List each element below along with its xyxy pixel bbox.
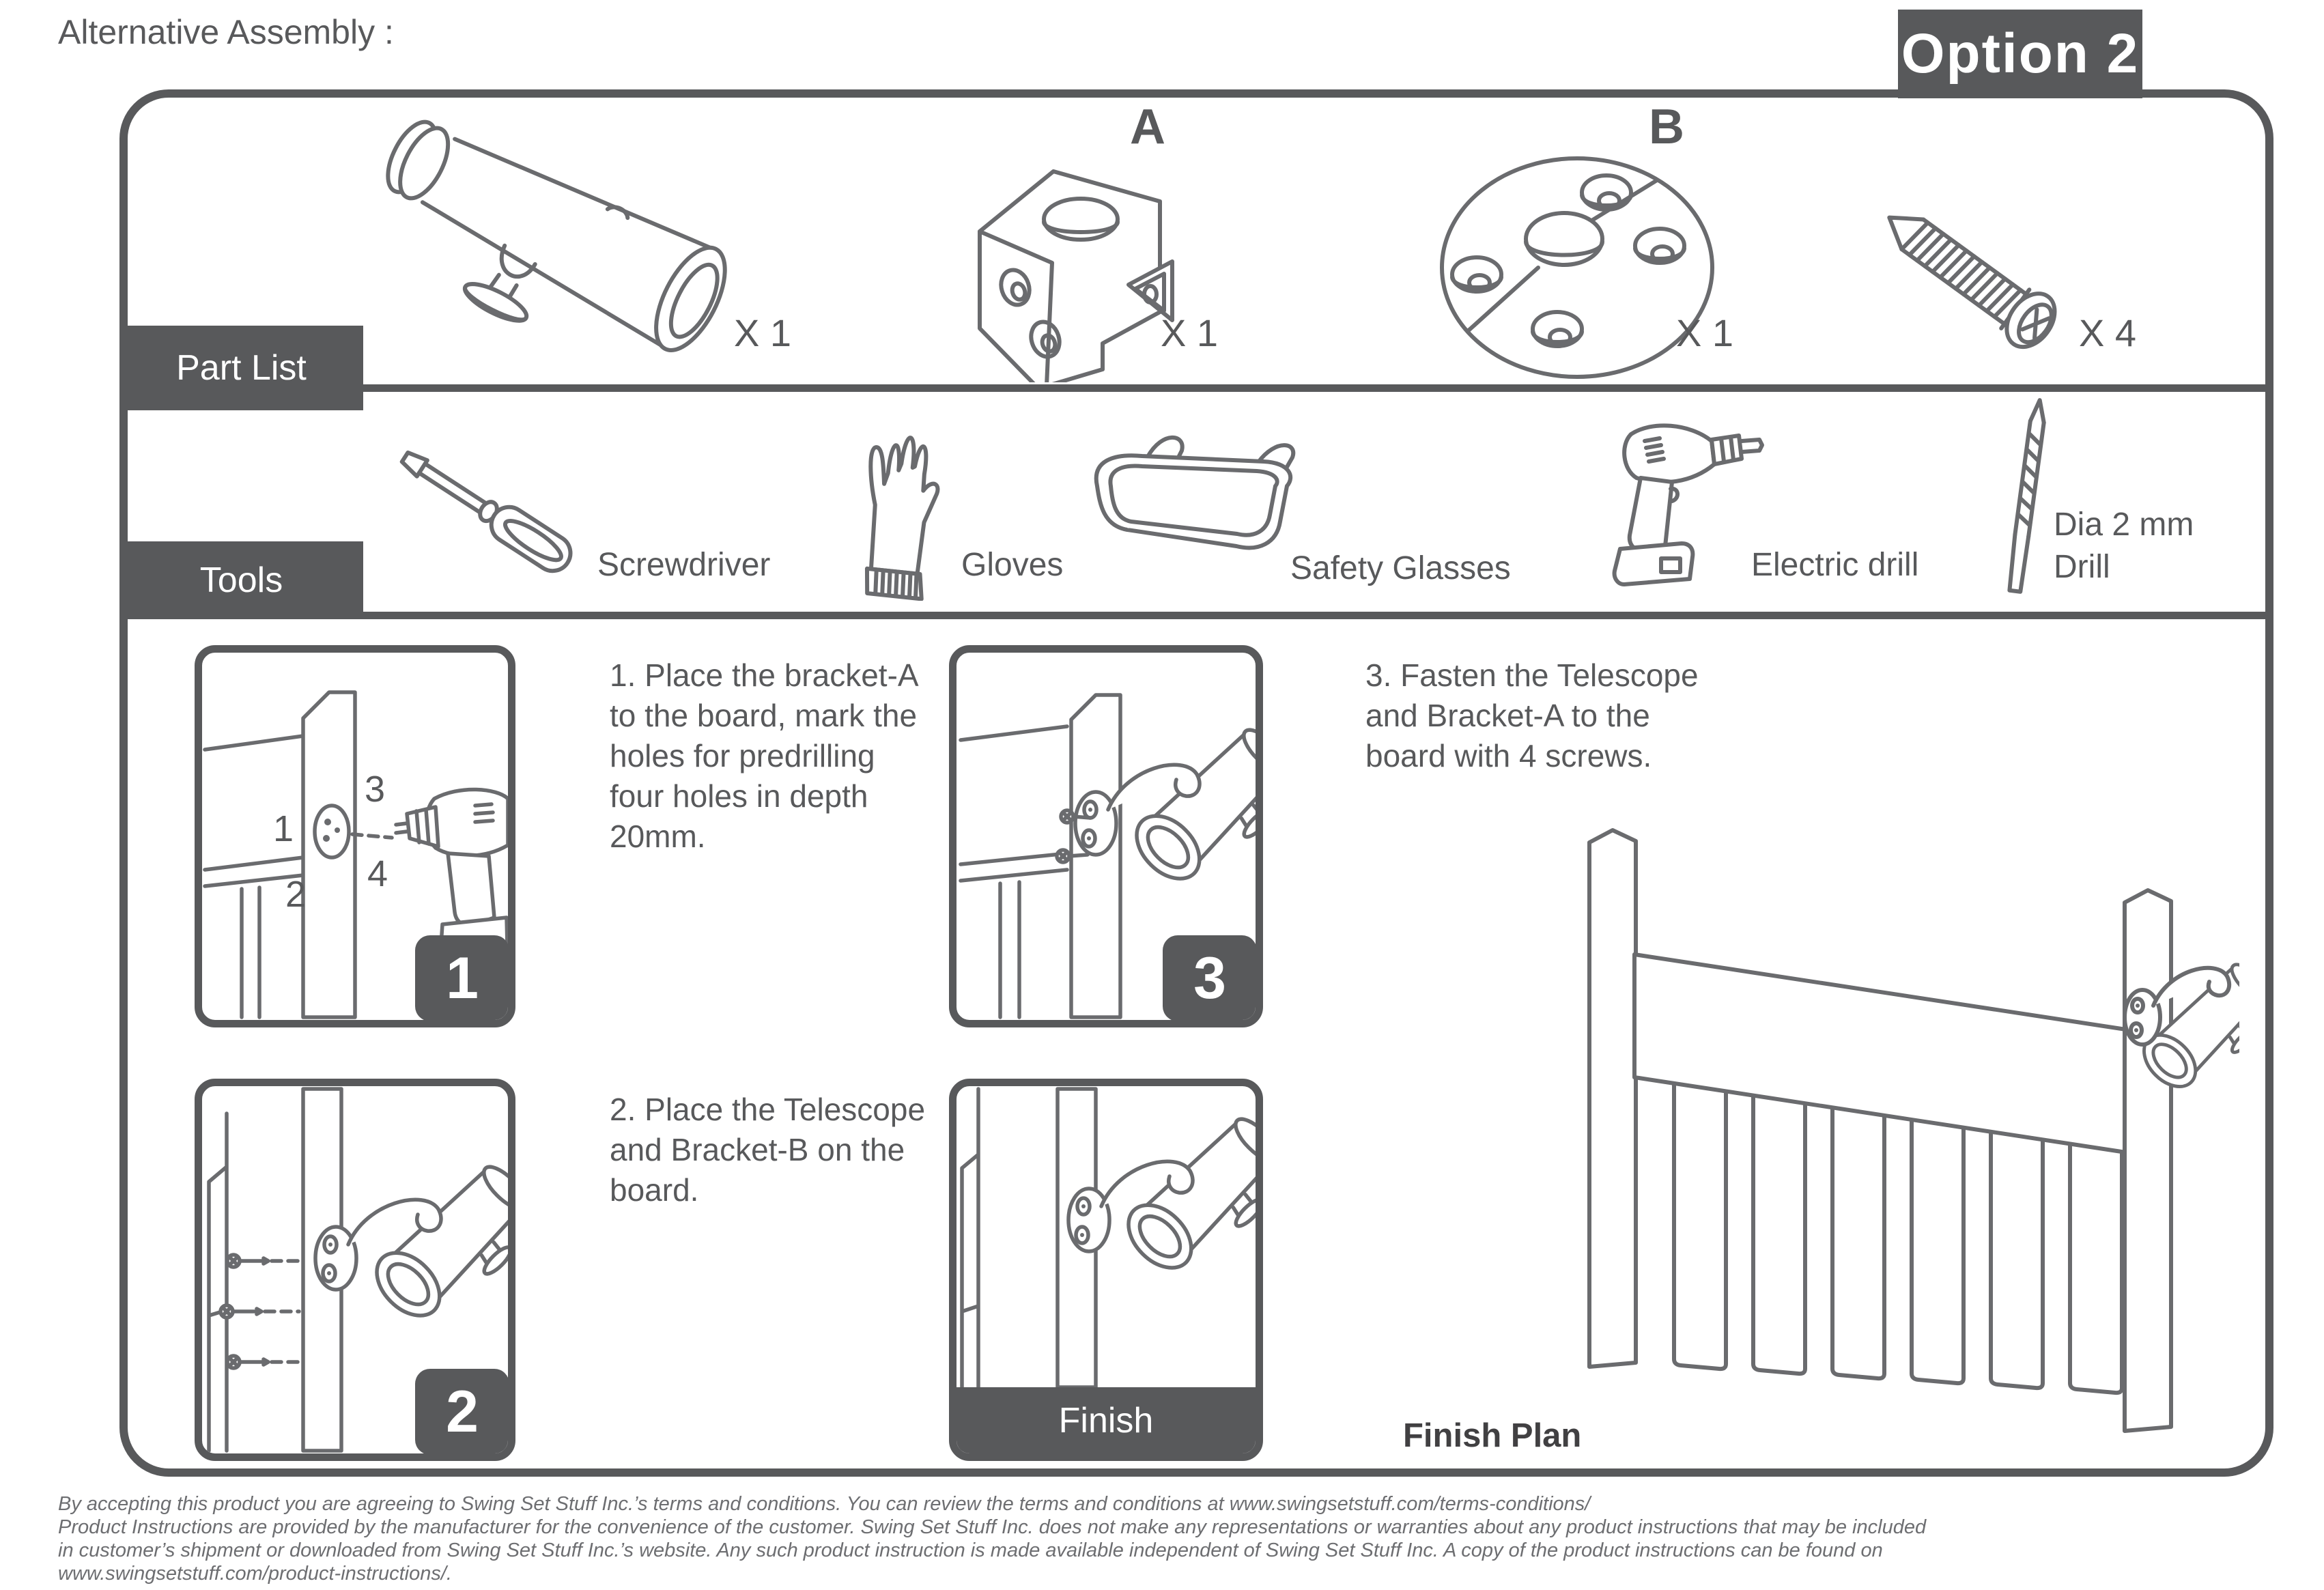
footer-line: www.swingsetstuff.com/product-instructions/. xyxy=(58,1563,452,1585)
bracket-b-qty: X 1 xyxy=(1676,311,1734,354)
footer-line: in customer’s shipment or downloaded from Swing Set Stuff Inc.’s website. Any such product instruction is made available independent of Swing Set Stuff Inc. A copy of the product instructions can be found on xyxy=(58,1539,1883,1561)
step1-line: 1. Place the bracket-A xyxy=(610,657,919,693)
footer-line: By accepting this product you are agreeing to Swing Set Stuff Inc.’s terms and conditions. You can review the terms and conditions at www.swingsetstuff.com/terms-conditions/ xyxy=(58,1493,1591,1515)
safety-glasses-label: Safety Glasses xyxy=(1290,550,1511,586)
part-list-label: Part List xyxy=(119,326,363,410)
telescope-drawing xyxy=(345,102,795,372)
step2-text xyxy=(610,1090,992,1210)
step3-line: and Bracket-A to the xyxy=(1365,698,1650,733)
step1-line: holes for predrilling xyxy=(610,738,875,773)
screwdriver-icon xyxy=(379,434,597,591)
bracket-a-qty: X 1 xyxy=(1161,311,1219,354)
step3-badge: 3 xyxy=(1163,935,1257,1021)
step1-text xyxy=(610,655,992,857)
step1-line: to the board, mark the xyxy=(610,698,918,733)
step3-line: board with 4 screws. xyxy=(1365,738,1652,773)
step3-line: 3. Fasten the Telescope xyxy=(1365,657,1699,693)
bracket-a-letter: A xyxy=(1130,100,1165,154)
step1-line: four holes in depth xyxy=(610,778,868,814)
drill-mark-4: 4 xyxy=(367,853,388,894)
drill-bit-label xyxy=(2054,504,2194,588)
screw-qty: X 4 xyxy=(2079,311,2137,354)
part-list-divider xyxy=(127,384,2266,392)
step2-line: board. xyxy=(610,1172,699,1208)
drill-bit-label-line1: Dia 2 mm xyxy=(2054,507,2194,543)
step2-line: 2. Place the Telescope xyxy=(610,1092,926,1127)
page-title: Alternative Assembly : xyxy=(58,13,394,51)
drill-mark-1: 1 xyxy=(273,808,294,849)
screwdriver-label: Screwdriver xyxy=(597,547,771,583)
step3-text xyxy=(1365,655,1761,776)
finish-panel xyxy=(949,1079,1263,1461)
footer-line: Product Instructions are provided by the manufacturer for the convenience of the customer. Swing Set Stuff Inc. does not make any representations or warranties about any product instructions that may be included xyxy=(58,1516,1927,1538)
safety-glasses-icon xyxy=(1082,418,1314,585)
finish-plan-label: Finish Plan xyxy=(1403,1417,1582,1454)
bracket-b-letter: B xyxy=(1649,100,1684,154)
drill-mark-3: 3 xyxy=(365,769,386,810)
step1-line: 20mm. xyxy=(610,819,706,854)
finish-band: Finish xyxy=(956,1387,1256,1453)
telescope-qty: X 1 xyxy=(734,311,792,354)
step1-panel xyxy=(195,645,515,1027)
tools-label: Tools xyxy=(119,541,363,619)
footer-legal xyxy=(58,1492,1926,1585)
step2-line: and Bracket-B on the xyxy=(610,1132,905,1167)
gloves-label: Gloves xyxy=(961,547,1064,583)
electric-drill-label: Electric drill xyxy=(1751,547,1919,583)
step1-badge: 1 xyxy=(415,935,509,1021)
step2-badge: 2 xyxy=(415,1369,509,1455)
drill-bit-icon xyxy=(1994,393,2062,604)
finish-drawing xyxy=(956,1086,1256,1387)
drill-bit-label-line2: Drill xyxy=(2054,549,2110,585)
screw-drawing xyxy=(1857,184,2103,382)
finish-plan-drawing xyxy=(1550,812,2239,1447)
tools-divider xyxy=(127,612,2266,619)
step2-panel xyxy=(195,1079,515,1461)
drill-mark-2: 2 xyxy=(285,874,307,915)
electric-drill-icon xyxy=(1560,401,1772,599)
step3-panel xyxy=(949,645,1263,1027)
option-badge: Option 2 xyxy=(1898,10,2142,98)
